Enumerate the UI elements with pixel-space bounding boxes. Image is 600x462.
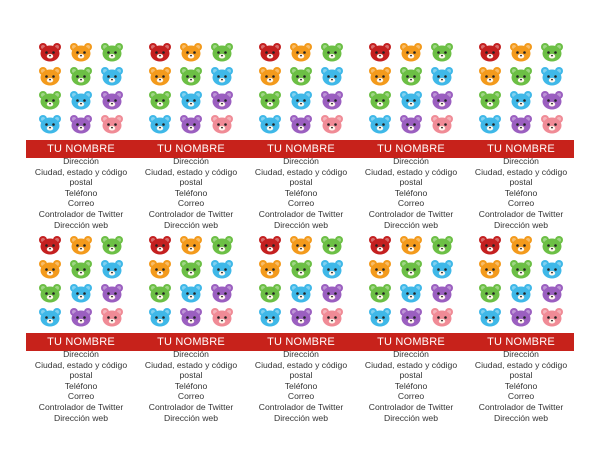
bear-icon <box>289 90 313 110</box>
label-name: TU NOMBRE <box>487 336 555 348</box>
label-name: TU NOMBRE <box>157 336 225 348</box>
bear-icon <box>289 66 313 86</box>
address-line: Teléfono <box>174 187 208 198</box>
address-line: Correo <box>177 198 205 209</box>
bear-icon <box>258 283 282 303</box>
address-line: Controlador de Twitter <box>478 401 564 412</box>
address-line: Dirección <box>393 349 429 359</box>
address-line: Teléfono <box>284 380 318 391</box>
bear-icon <box>399 66 423 86</box>
bear-icon <box>179 66 203 86</box>
address-line: Controlador de Twitter <box>258 401 344 412</box>
bear-icon <box>38 283 62 303</box>
bear-icon <box>320 307 344 327</box>
bear-icon <box>509 42 533 62</box>
bear-icon <box>69 307 93 327</box>
bear-icon <box>478 66 502 86</box>
bear-icon <box>320 42 344 62</box>
address-label <box>26 40 136 235</box>
bear-icon <box>179 283 203 303</box>
bear-icon <box>368 259 392 279</box>
bear-icon <box>258 259 282 279</box>
label-name: TU NOMBRE <box>377 336 445 348</box>
bear-pattern <box>258 235 346 325</box>
bear-icon <box>509 283 533 303</box>
bear-icon <box>478 307 502 327</box>
bear-icon <box>540 42 564 62</box>
label-name: TU NOMBRE <box>487 143 555 155</box>
bear-icon <box>430 283 454 303</box>
address-line: Teléfono <box>504 380 538 391</box>
bear-pattern <box>148 235 236 325</box>
bear-icon <box>210 259 234 279</box>
bear-icon <box>289 283 313 303</box>
bear-icon <box>399 235 423 255</box>
bear-icon <box>148 307 172 327</box>
bear-icon <box>430 235 454 255</box>
bear-icon <box>258 307 282 327</box>
bear-icon <box>540 66 564 86</box>
bear-icon <box>38 235 62 255</box>
bear-icon <box>399 42 423 62</box>
bear-icon <box>399 259 423 279</box>
bear-pattern <box>368 42 456 132</box>
label-address-block <box>466 156 576 230</box>
bear-icon <box>38 42 62 62</box>
bear-icon <box>509 307 533 327</box>
bear-icon <box>69 259 93 279</box>
bear-icon <box>258 66 282 86</box>
bear-icon <box>478 283 502 303</box>
bear-icon <box>509 259 533 279</box>
address-line: postal <box>289 370 313 381</box>
bear-icon <box>478 114 502 134</box>
address-line: Dirección web <box>164 219 218 230</box>
address-label <box>356 233 466 428</box>
address-line: Ciudad, estado y código <box>474 359 568 370</box>
bear-icon <box>100 90 124 110</box>
address-line: Ciudad, estado y código <box>364 166 458 177</box>
address-label <box>466 233 576 428</box>
bear-icon <box>540 90 564 110</box>
bear-icon <box>289 42 313 62</box>
bear-icon <box>320 235 344 255</box>
bear-icon <box>148 259 172 279</box>
address-line: Dirección web <box>274 412 328 423</box>
bear-icon <box>38 66 62 86</box>
bear-icon <box>289 235 313 255</box>
bear-pattern <box>38 42 126 132</box>
bear-icon <box>430 259 454 279</box>
address-line: postal <box>179 177 203 188</box>
bear-icon <box>69 235 93 255</box>
bear-icon <box>258 90 282 110</box>
address-line: postal <box>289 177 313 188</box>
address-line: Teléfono <box>504 187 538 198</box>
address-label <box>466 40 576 235</box>
bear-icon <box>179 90 203 110</box>
address-label <box>26 233 136 428</box>
bear-pattern <box>258 42 346 132</box>
bear-icon <box>210 90 234 110</box>
bear-icon <box>148 283 172 303</box>
address-line: Ciudad, estado y código <box>364 359 458 370</box>
bear-pattern <box>368 235 456 325</box>
bear-icon <box>320 259 344 279</box>
bear-icon <box>38 259 62 279</box>
address-line: Dirección <box>173 349 209 359</box>
address-line: Dirección <box>283 349 319 359</box>
address-line: Correo <box>507 391 535 402</box>
label-address-block <box>246 349 356 423</box>
bear-icon <box>509 235 533 255</box>
bear-icon <box>289 307 313 327</box>
bear-icon <box>289 114 313 134</box>
address-line: postal <box>69 177 93 188</box>
bear-icon <box>399 307 423 327</box>
label-address-block <box>466 349 576 423</box>
bear-icon <box>368 90 392 110</box>
address-line: Dirección web <box>384 412 438 423</box>
bear-icon <box>100 114 124 134</box>
bear-icon <box>100 66 124 86</box>
bear-icon <box>540 283 564 303</box>
bear-icon <box>179 42 203 62</box>
address-line: Controlador de Twitter <box>38 401 124 412</box>
address-line: postal <box>69 370 93 381</box>
bear-icon <box>320 90 344 110</box>
bear-icon <box>210 42 234 62</box>
label-row <box>0 233 600 428</box>
bear-icon <box>100 283 124 303</box>
bear-icon <box>148 42 172 62</box>
address-line: Controlador de Twitter <box>148 401 234 412</box>
bear-icon <box>210 283 234 303</box>
address-line: Dirección web <box>494 219 548 230</box>
bear-icon <box>509 90 533 110</box>
bear-icon <box>368 307 392 327</box>
bear-icon <box>509 114 533 134</box>
address-line: Dirección web <box>164 412 218 423</box>
bear-icon <box>399 114 423 134</box>
address-line: Ciudad, estado y código <box>254 359 348 370</box>
bear-icon <box>540 114 564 134</box>
bear-icon <box>69 283 93 303</box>
label-address-block <box>246 156 356 230</box>
address-line: Dirección <box>63 156 99 166</box>
bear-icon <box>478 259 502 279</box>
bear-icon <box>258 235 282 255</box>
bear-icon <box>38 307 62 327</box>
address-line: Correo <box>67 391 95 402</box>
address-line: Dirección <box>63 349 99 359</box>
address-line: Teléfono <box>284 187 318 198</box>
address-label <box>356 40 466 235</box>
bear-icon <box>69 90 93 110</box>
bear-icon <box>540 307 564 327</box>
address-line: Teléfono <box>394 187 428 198</box>
bear-icon <box>368 283 392 303</box>
bear-icon <box>179 235 203 255</box>
bear-icon <box>258 42 282 62</box>
bear-icon <box>38 90 62 110</box>
bear-icon <box>430 42 454 62</box>
address-line: Dirección web <box>54 412 108 423</box>
bear-icon <box>210 307 234 327</box>
label-name: TU NOMBRE <box>47 143 115 155</box>
address-line: Dirección <box>503 349 539 359</box>
bear-icon <box>258 114 282 134</box>
label-address-block <box>26 156 136 230</box>
address-line: Correo <box>397 198 425 209</box>
address-line: Ciudad, estado y código <box>34 359 128 370</box>
address-line: Dirección web <box>384 219 438 230</box>
bear-icon <box>38 114 62 134</box>
bear-pattern <box>478 42 566 132</box>
address-label <box>246 40 356 235</box>
address-line: Dirección <box>393 156 429 166</box>
bear-icon <box>179 259 203 279</box>
bear-icon <box>540 235 564 255</box>
bear-icon <box>210 235 234 255</box>
label-name: TU NOMBRE <box>267 143 335 155</box>
bear-pattern <box>478 235 566 325</box>
bear-icon <box>210 114 234 134</box>
bear-icon <box>148 235 172 255</box>
address-line: Dirección <box>283 156 319 166</box>
label-address-block <box>26 349 136 423</box>
bear-icon <box>368 235 392 255</box>
label-name: TU NOMBRE <box>157 143 225 155</box>
address-line: Teléfono <box>64 187 98 198</box>
bear-icon <box>69 42 93 62</box>
address-line: Ciudad, estado y código <box>34 166 128 177</box>
address-line: Correo <box>67 198 95 209</box>
address-line: Correo <box>507 198 535 209</box>
label-address-block <box>356 156 466 230</box>
bear-icon <box>399 90 423 110</box>
bear-icon <box>179 307 203 327</box>
address-line: Ciudad, estado y código <box>144 359 238 370</box>
address-line: Controlador de Twitter <box>258 208 344 219</box>
label-name: TU NOMBRE <box>47 336 115 348</box>
address-line: Controlador de Twitter <box>368 401 454 412</box>
address-line: postal <box>399 177 423 188</box>
bear-icon <box>430 90 454 110</box>
label-name: TU NOMBRE <box>377 143 445 155</box>
address-line: Correo <box>397 391 425 402</box>
address-line: Ciudad, estado y código <box>254 166 348 177</box>
address-line: Correo <box>287 198 315 209</box>
bear-icon <box>100 235 124 255</box>
bear-icon <box>100 307 124 327</box>
address-line: Controlador de Twitter <box>148 208 234 219</box>
address-line: Controlador de Twitter <box>38 208 124 219</box>
address-line: Correo <box>287 391 315 402</box>
bear-icon <box>289 259 313 279</box>
address-line: Correo <box>177 391 205 402</box>
bear-icon <box>210 66 234 86</box>
bear-icon <box>69 114 93 134</box>
bear-icon <box>320 114 344 134</box>
address-line: postal <box>509 370 533 381</box>
address-line: Ciudad, estado y código <box>474 166 568 177</box>
label-address-block <box>136 156 246 230</box>
bear-icon <box>320 66 344 86</box>
label-address-block <box>356 349 466 423</box>
address-line: Teléfono <box>394 380 428 391</box>
bear-icon <box>368 66 392 86</box>
bear-icon <box>430 66 454 86</box>
bear-icon <box>478 42 502 62</box>
address-line: Dirección web <box>54 219 108 230</box>
address-label <box>136 233 246 428</box>
bear-icon <box>368 114 392 134</box>
bear-icon <box>100 42 124 62</box>
bear-icon <box>69 66 93 86</box>
bear-icon <box>148 66 172 86</box>
label-name: TU NOMBRE <box>267 336 335 348</box>
address-line: postal <box>509 177 533 188</box>
address-line: Dirección web <box>494 412 548 423</box>
address-label <box>136 40 246 235</box>
bear-pattern <box>38 235 126 325</box>
bear-icon <box>509 66 533 86</box>
address-line: Controlador de Twitter <box>368 208 454 219</box>
address-line: Teléfono <box>174 380 208 391</box>
bear-icon <box>478 235 502 255</box>
bear-icon <box>368 42 392 62</box>
bear-icon <box>179 114 203 134</box>
bear-icon <box>148 90 172 110</box>
bear-icon <box>540 259 564 279</box>
bear-icon <box>430 307 454 327</box>
address-label <box>246 233 356 428</box>
bear-icon <box>399 283 423 303</box>
bear-icon <box>430 114 454 134</box>
address-line: Dirección <box>503 156 539 166</box>
address-line: postal <box>179 370 203 381</box>
address-line: Dirección <box>173 156 209 166</box>
address-line: Ciudad, estado y código <box>144 166 238 177</box>
bear-icon <box>320 283 344 303</box>
address-line: Dirección web <box>274 219 328 230</box>
label-address-block <box>136 349 246 423</box>
address-line: postal <box>399 370 423 381</box>
bear-icon <box>100 259 124 279</box>
label-row <box>0 40 600 235</box>
bear-icon <box>478 90 502 110</box>
address-line: Controlador de Twitter <box>478 208 564 219</box>
address-line: Teléfono <box>64 380 98 391</box>
bear-icon <box>148 114 172 134</box>
bear-pattern <box>148 42 236 132</box>
